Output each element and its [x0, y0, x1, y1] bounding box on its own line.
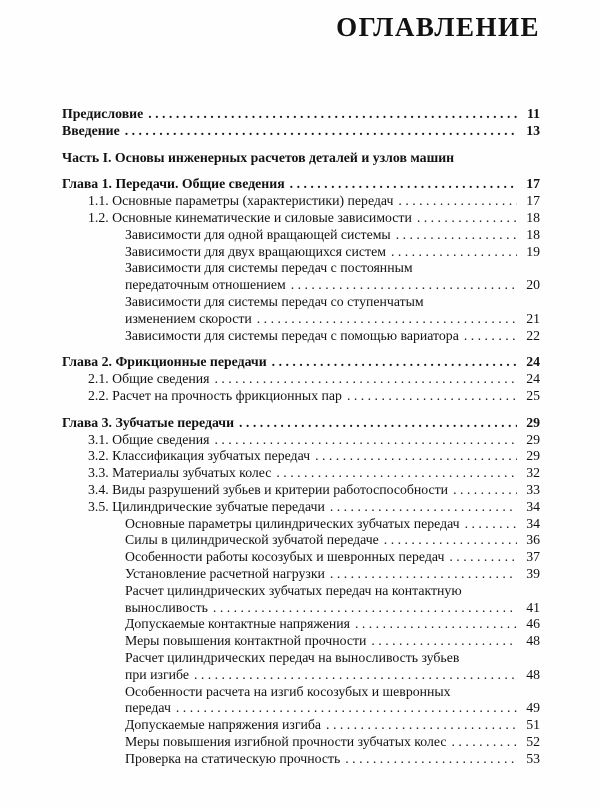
toc-entry-label: 3.4. Виды разрушений зубьев и критерии работоспособности	[88, 481, 449, 497]
toc-entry-label: Зависимости для системы передач с помощью вариатора	[125, 327, 459, 343]
toc-entry-label: Силы в цилиндрической зубчатой передаче	[125, 532, 379, 548]
toc-entry-page: 29	[526, 414, 540, 430]
dot-leader	[452, 734, 517, 751]
toc-entry-page: 11	[526, 106, 540, 121]
toc-entry-page: 29	[526, 431, 540, 447]
toc-entry-label: Проверка на статическую прочность	[125, 750, 341, 766]
toc-entry-label: Допускаемые напряжения изгиба	[125, 717, 322, 733]
dot-leader	[464, 328, 517, 345]
toc-entry	[62, 717, 540, 734]
toc-entry-page: 17	[526, 193, 540, 209]
toc-entry	[62, 371, 540, 388]
dot-leader	[391, 244, 517, 261]
page-title: ОГЛАВЛЕНИЕ	[336, 12, 540, 42]
toc-entry-page: 48	[526, 633, 540, 649]
dot-leader	[345, 751, 517, 768]
toc-entry-page: 13	[526, 122, 540, 138]
toc-entry-label: Меры повышения контактной прочности	[125, 633, 367, 649]
dot-leader	[291, 277, 517, 294]
toc-entry	[62, 516, 540, 533]
toc-entry	[62, 227, 540, 244]
dot-leader	[272, 354, 517, 371]
toc-entry-label: Расчет цилиндрических зубчатых передач на контактную	[125, 582, 462, 598]
table-of-contents	[62, 106, 540, 767]
toc-entry	[62, 465, 540, 482]
toc-entry-page: 24	[526, 354, 540, 370]
dot-leader	[449, 549, 517, 566]
toc-entry	[62, 616, 540, 633]
toc-entry-label: Зависимости для системы передач со ступенчатым	[125, 293, 424, 309]
toc-entry	[62, 328, 540, 345]
dot-leader	[465, 516, 517, 533]
dot-leader	[347, 388, 517, 405]
toc-entry	[62, 600, 540, 617]
toc-entry-label: Особенности работы косозубых и шевронных передач	[125, 549, 445, 565]
toc-entry	[62, 150, 540, 167]
toc-entry-label: 2.2. Расчет на прочность фрикционных пар	[88, 387, 342, 403]
toc-entry-label: Зависимости для системы передач с постоянным	[125, 260, 413, 276]
toc-entry-label: выносливость	[125, 599, 208, 615]
toc-entry-label: Зависимости для двух вращающихся систем	[125, 243, 386, 259]
toc-entry-label: передаточным отношением	[125, 277, 286, 293]
toc-entry	[62, 260, 540, 277]
toc-entry	[62, 294, 540, 311]
dot-leader	[326, 717, 517, 734]
toc-entry-page: 37	[526, 549, 540, 565]
toc-entry-page: 18	[526, 209, 540, 225]
dot-leader	[396, 227, 517, 244]
dot-leader	[176, 700, 517, 717]
toc-entry-page: 17	[526, 176, 540, 192]
toc-entry-label: Установление расчетной нагрузки	[125, 565, 325, 581]
toc-entry-page: 18	[526, 226, 540, 242]
dot-leader	[194, 667, 517, 684]
toc-entry-page: 33	[526, 481, 540, 497]
toc-entry-label: 1.2. Основные кинематические и силовые зависимости	[88, 209, 412, 225]
dot-leader	[355, 616, 517, 633]
toc-entry	[62, 415, 540, 432]
toc-entry	[62, 700, 540, 717]
toc-entry-label: при изгибе	[125, 666, 189, 682]
toc-entry	[62, 566, 540, 583]
dot-leader	[417, 210, 517, 227]
toc-entry	[62, 684, 540, 701]
toc-entry-page: 49	[526, 700, 540, 716]
dot-leader	[398, 193, 517, 210]
toc-entry-label: 3.5. Цилиндрические зубчатые передачи	[88, 498, 325, 514]
dot-leader	[257, 311, 517, 328]
toc-entry-label: изменением скорости	[125, 310, 252, 326]
toc-entry-page: 46	[526, 616, 540, 632]
toc-entry	[62, 277, 540, 294]
dot-leader	[371, 633, 517, 650]
toc-entry-page: 52	[526, 733, 540, 749]
toc-entry	[62, 751, 540, 768]
toc-entry-page: 19	[526, 243, 540, 259]
toc-entry	[62, 482, 540, 499]
dot-leader	[384, 532, 517, 549]
toc-entry-label: Основные параметры цилиндрических зубчатых передач	[125, 515, 460, 531]
toc-entry-page: 48	[526, 666, 540, 682]
toc-entry-label: 3.2. Классификация зубчатых передач	[88, 448, 311, 464]
dot-leader	[125, 123, 517, 140]
toc-entry-page: 36	[526, 532, 540, 548]
dot-leader	[239, 415, 517, 432]
toc-entry-page: 34	[526, 515, 540, 531]
toc-entry	[62, 193, 540, 210]
toc-entry	[62, 583, 540, 600]
toc-entry-page: 20	[526, 277, 540, 293]
toc-entry	[62, 432, 540, 449]
toc-entry	[62, 106, 540, 123]
toc-entry	[62, 123, 540, 140]
toc-entry-label: Особенности расчета на изгиб косозубых и шевронных	[125, 683, 451, 699]
toc-entry	[62, 549, 540, 566]
toc-entry	[62, 244, 540, 261]
toc-entry-page: 21	[526, 310, 540, 326]
toc-entry	[62, 499, 540, 516]
toc-entry-page: 29	[526, 448, 540, 464]
toc-entry	[62, 210, 540, 227]
dot-leader	[330, 566, 517, 583]
toc-entry	[62, 532, 540, 549]
toc-entry	[62, 448, 540, 465]
toc-entry-label: 3.1. Общие сведения	[88, 431, 210, 447]
toc-entry-label: Часть I. Основы инженерных расчетов деталей и узлов машин	[62, 149, 455, 165]
toc-entry-page: 53	[526, 750, 540, 766]
dot-leader	[290, 176, 517, 193]
toc-entry-page: 39	[526, 565, 540, 581]
toc-entry-label: передач	[125, 700, 171, 716]
dot-leader	[330, 499, 517, 516]
toc-entry-label: Меры повышения изгибной прочности зубчатых колес	[125, 733, 447, 749]
dot-leader	[214, 371, 517, 388]
toc-entry-label: Глава 1. Передачи. Общие сведения	[62, 176, 285, 192]
toc-entry-page: 51	[526, 717, 540, 733]
toc-entry	[62, 734, 540, 751]
toc-entry-page: 41	[526, 599, 540, 615]
toc-entry-label: Глава 2. Фрикционные передачи	[62, 354, 267, 370]
dot-leader	[453, 482, 517, 499]
toc-entry	[62, 633, 540, 650]
toc-entry-label: Предисловие	[62, 106, 144, 121]
dot-leader	[276, 465, 517, 482]
toc-entry-label: Расчет цилиндрических передач на выносливость зубьев	[125, 649, 460, 665]
toc-entry	[62, 176, 540, 193]
dot-leader	[213, 600, 517, 617]
toc-entry-page: 25	[526, 387, 540, 403]
toc-entry-label: 2.1. Общие сведения	[88, 371, 210, 387]
toc-entry-page: 34	[526, 498, 540, 514]
toc-entry-label: Глава 3. Зубчатые передачи	[62, 414, 235, 430]
dot-leader	[315, 448, 517, 465]
toc-entry-label: Введение	[62, 122, 120, 138]
dot-leader	[148, 106, 517, 123]
toc-entry-page: 22	[526, 327, 540, 343]
toc-entry-label: 1.1. Основные параметры (характеристики) передач	[88, 193, 394, 209]
toc-entry-page: 24	[526, 371, 540, 387]
toc-entry-label: Допускаемые контактные напряжения	[125, 616, 350, 632]
toc-entry	[62, 650, 540, 667]
toc-entry	[62, 667, 540, 684]
toc-entry-label: 3.3. Материалы зубчатых колес	[88, 465, 272, 481]
toc-entry	[62, 311, 540, 328]
toc-entry-label: Зависимости для одной вращающей системы	[125, 226, 391, 242]
toc-entry	[62, 388, 540, 405]
toc-entry	[62, 354, 540, 371]
dot-leader	[214, 432, 517, 449]
toc-entry-page: 32	[526, 465, 540, 481]
